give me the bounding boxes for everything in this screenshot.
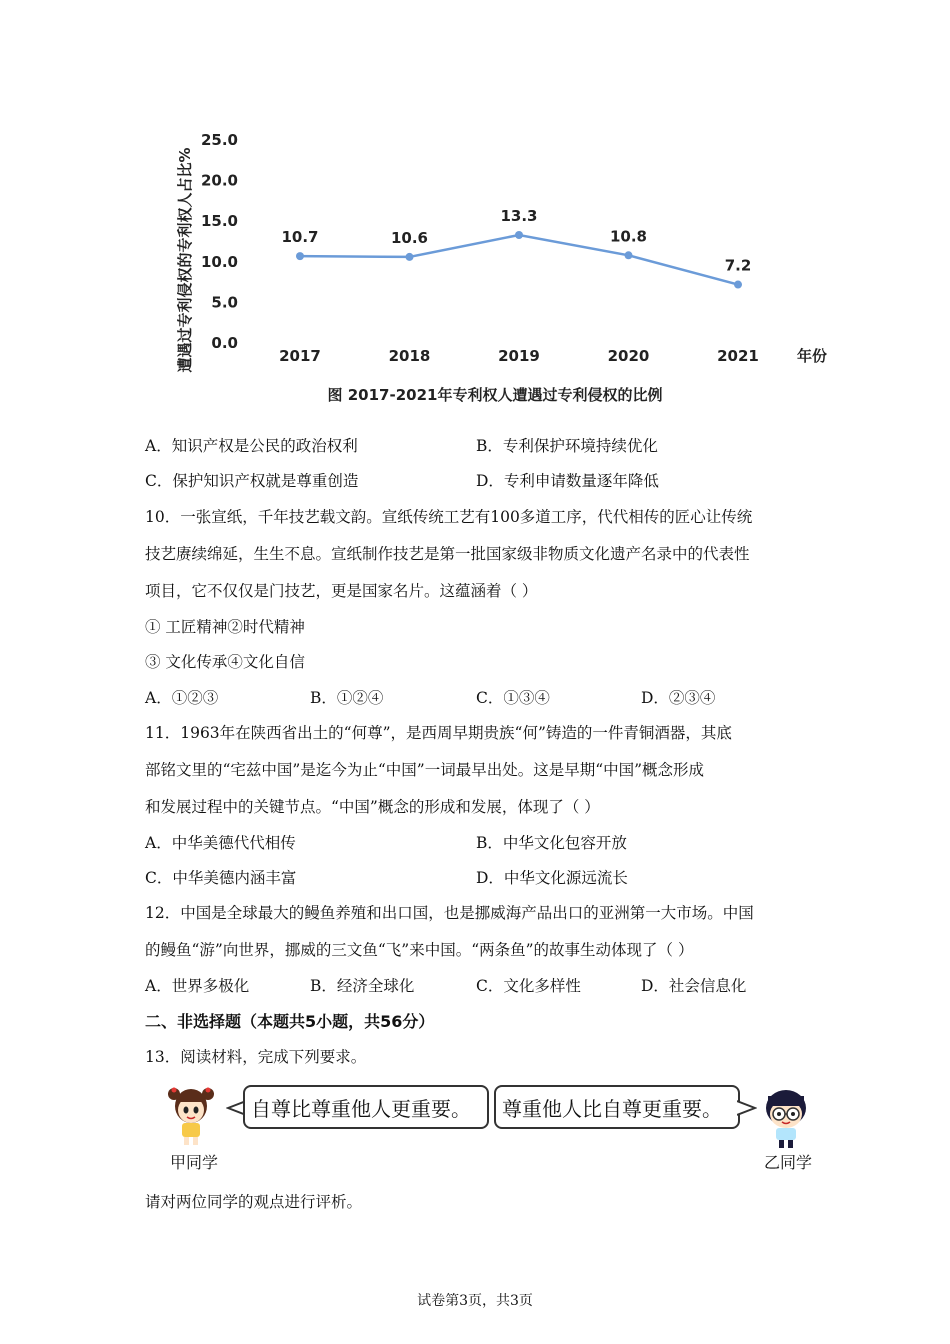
x-tick-label: 2020 (607, 347, 650, 365)
q12-option-b: B．经济全球化 (310, 977, 415, 995)
q12-option-c: C．文化多样性 (476, 977, 581, 995)
q11-option-c: C．中华美德内涵丰富 (145, 869, 297, 887)
q11-stem-line-3: 和发展过程中的关键节点。“中国”概念的形成和发展，体现了（ ） (145, 798, 600, 816)
q12-option-a: A．世界多极化 (145, 977, 250, 995)
q11-option-a: A．中华美德代代相传 (145, 834, 296, 852)
q9-option-d: D．专利申请数量逐年降低 (476, 472, 659, 490)
q10-item-2: ③ 文化传承④文化自信 (145, 653, 305, 671)
y-tick-label: 0.0 (211, 334, 238, 352)
q10-option-b: B．①②④ (310, 689, 384, 707)
q11-stem-line-1: 11．1963年在陕西省出土的“何尊”，是西周早期贵族“何”铸造的一件青铜酒器，其底 (145, 724, 732, 742)
data-point (734, 281, 742, 289)
y-tick-label: 5.0 (211, 293, 238, 312)
data-point (515, 231, 523, 239)
line-chart (160, 118, 840, 418)
q10-option-c: C．①③④ (476, 689, 550, 707)
student-b-speech-bubble: 尊重他人比自尊更重要。 (494, 1085, 740, 1129)
y-tick-label: 15.0 (200, 212, 238, 231)
q12-stem-line-1: 12．中国是全球最大的鳗鱼养殖和出口国，也是挪威海产品出口的亚洲第一大市场。中国 (145, 904, 754, 922)
boy-student-icon (758, 1086, 814, 1148)
q11-stem-line-2: 部铭文里的“宅兹中国”是迄今为止“中国”一词最早出处。这是早期“中国”概念形成 (145, 761, 705, 779)
q10-option-a: A．①②③ (145, 689, 219, 707)
x-tick-label: 2018 (388, 347, 431, 365)
section-heading: 二、非选择题（本题共5小题，共56分） (145, 1012, 435, 1031)
data-label: 7.2 (724, 256, 752, 275)
q13-prompt: 请对两位同学的观点进行评析。 (145, 1193, 363, 1211)
page-footer: 试卷第3页，共3页 (417, 1293, 533, 1309)
data-label: 10.7 (281, 228, 319, 247)
q12-stem-line-2: 的鳗鱼“游”向世界，挪威的三文鱼“飞”来中国。“两条鱼”的故事生动体现了（ ） (145, 941, 694, 959)
q9-option-b: B．专利保护环境持续优化 (476, 437, 658, 455)
series-line (300, 235, 738, 285)
patent-infringement-chart (160, 118, 840, 418)
student-a-label: 甲同学 (170, 1153, 219, 1172)
q10-stem-line-1: 10．一张宣纸，千年技艺载文韵。宣纸传统工艺有100多道工序，代代相传的匠心让传统 (145, 508, 753, 526)
data-point (406, 253, 414, 261)
x-tick-label: 2019 (498, 347, 540, 365)
y-tick-label: 10.0 (200, 252, 238, 271)
q9-option-c: C．保护知识产权就是尊重创造 (145, 472, 359, 490)
y-axis-title (176, 147, 194, 372)
data-label: 13.3 (500, 207, 538, 226)
q12-option-d: D．社会信息化 (641, 977, 747, 995)
q13-intro: 13．阅读材料，完成下列要求。 (145, 1048, 367, 1066)
bubble-tail-right-icon (737, 1098, 757, 1118)
student-b-label: 乙同学 (764, 1153, 813, 1172)
q11-option-d: D．中华文化源远流长 (476, 869, 628, 887)
data-point (296, 252, 304, 260)
y-tick-label: 25.0 (200, 131, 238, 149)
data-label: 10.8 (609, 227, 648, 246)
student-a-speech-bubble: 自尊比尊重他人更重要。 (243, 1085, 489, 1129)
y-tick-label: 20.0 (200, 171, 238, 190)
girl-student-icon (166, 1082, 216, 1146)
data-point (625, 251, 633, 259)
y-axis-title-text: 遭遇过专利侵权的专利权人占比% (176, 147, 194, 373)
q10-stem-line-3: 项目，它不仅仅是门技艺，更是国家名片。这蕴涵着（ ） (145, 582, 538, 600)
data-label: 10.6 (390, 228, 429, 247)
q10-item-1: ① 工匠精神②时代精神 (145, 618, 305, 636)
q10-stem-line-2: 技艺赓续绵延，生生不息。宣纸制作技艺是第一批国家级非物质文化遗产名录中的代表性 (145, 545, 750, 563)
chart-title: 图 2017-2021年专利权人遭遇过专利侵权的比例 (327, 386, 663, 404)
x-axis-title: 年份 (797, 347, 828, 365)
q10-option-d: D．②③④ (641, 689, 716, 707)
x-tick-label: 2021 (717, 347, 759, 365)
q11-option-b: B．中华文化包容开放 (476, 834, 627, 852)
x-tick-label: 2017 (279, 347, 321, 365)
q9-option-a: A．知识产权是公民的政治权利 (145, 437, 358, 455)
